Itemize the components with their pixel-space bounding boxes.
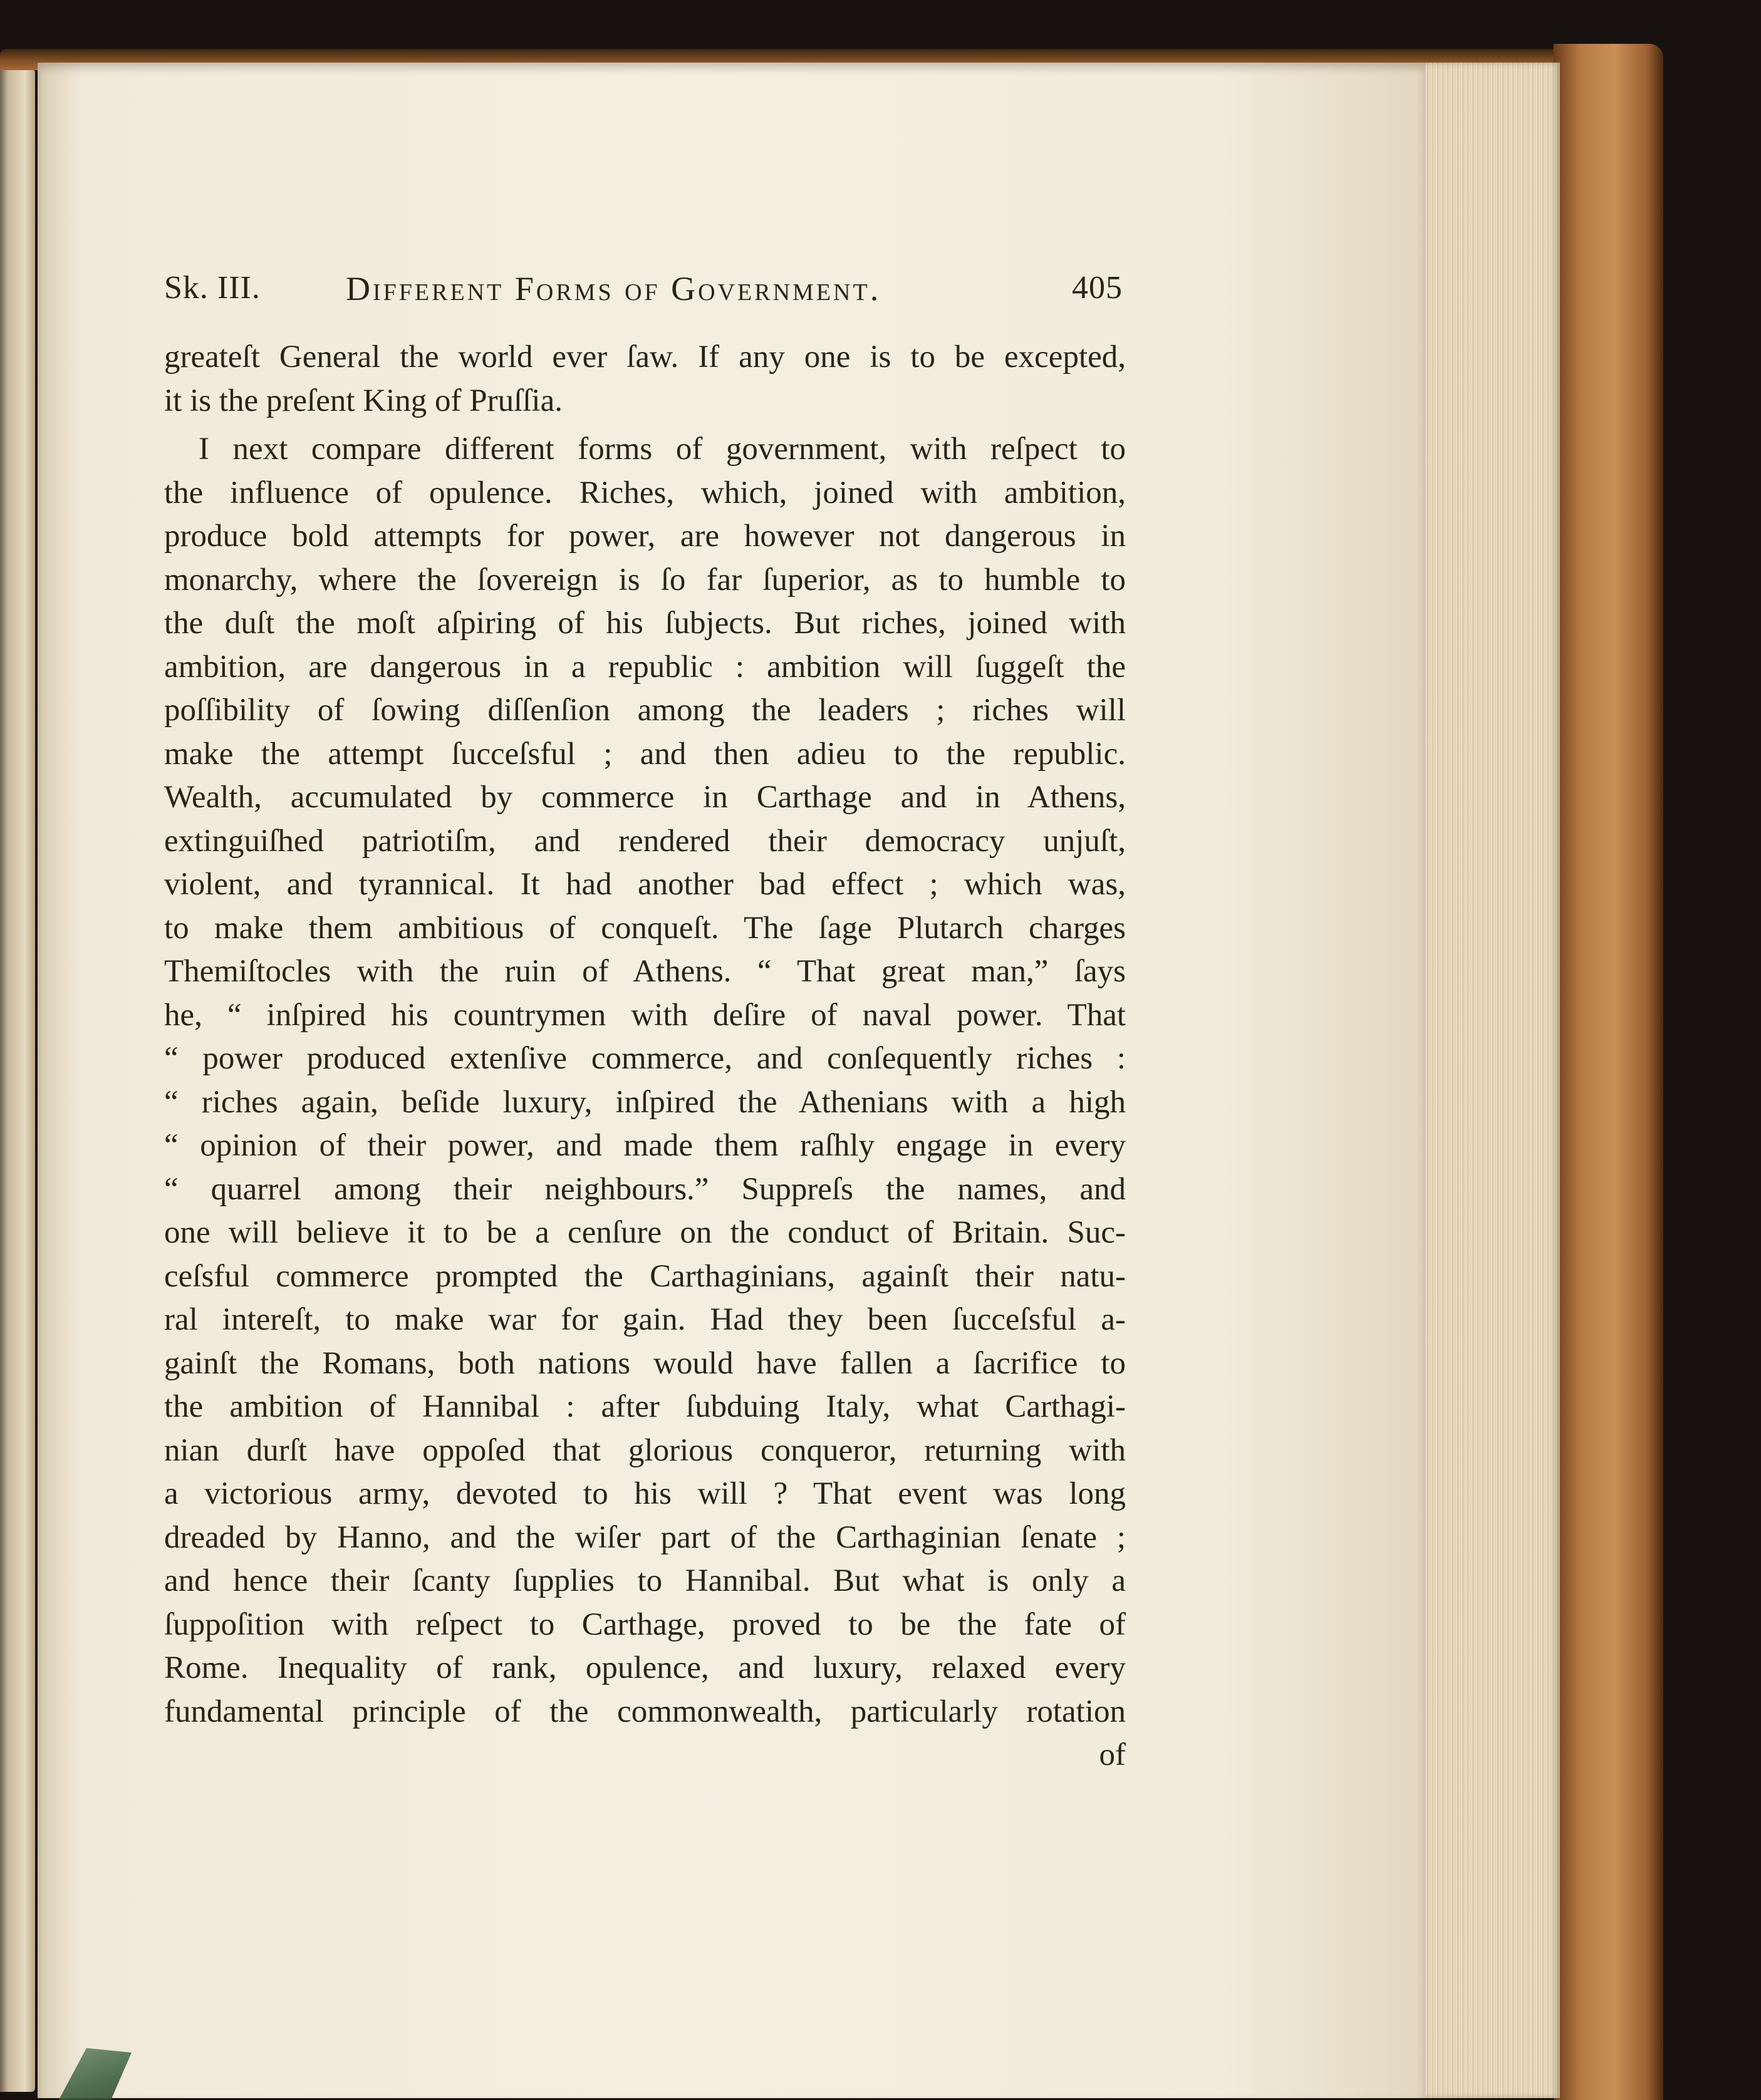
running-header [164, 269, 1123, 313]
text-line: Rome. Inequality of rank, opulence, and luxury, relaxed every [164, 1650, 1126, 1685]
text-line: ambition, are dangerous in a republic : ambition will ſuggeſt the [164, 649, 1126, 685]
text-line: a victorious army, devoted to his will ? That event was long [164, 1476, 1126, 1511]
text-line: Wealth, accumulated by commerce in Carthage and in Athens, [164, 780, 1126, 815]
text-line: one will believe it to be a cenſure on the conduct of Britain. Suc- [164, 1215, 1126, 1250]
page-block-edges [1425, 63, 1560, 2098]
text-line: produce bold attempts for power, are however not dangerous in [164, 519, 1126, 554]
paragraph-gap [164, 423, 1126, 428]
text-line: poſſibility of ſowing diſſenſion among the leaders ; riches will [164, 693, 1126, 728]
text-line: he, “ inſpired his countrymen with deſire of naval power. That [164, 997, 1126, 1033]
text-line: violent, and tyrannical. It had another bad effect ; which was, [164, 867, 1126, 902]
text-line: the duſt the moſt aſpiring of his ſubjects. But riches, joined with [164, 606, 1126, 641]
text-line: ſuppoſition with reſpect to Carthage, proved to be the fate of [164, 1606, 1126, 1642]
text-line: I next compare different forms of government, with reſpect to [199, 432, 1126, 467]
text-line: the ambition of Hannibal : after ſubduing Italy, what Carthagi- [164, 1389, 1126, 1424]
page-number: 405 [1072, 270, 1123, 306]
text-line: extinguiſhed patriotiſm, and rendered their democracy unjuſt, [164, 823, 1126, 859]
text-line: dreaded by Hanno, and the wiſer part of the Carthaginian ſenate ; [164, 1519, 1126, 1555]
facing-page-edge [0, 69, 35, 2092]
text-line: greateſt General the world ever ſaw. If any one is to be excepted, [164, 339, 1126, 375]
text-line: ral intereſt, to make war for gain. Had they been ſucceſsful a- [164, 1302, 1126, 1337]
text-line: ceſsful commerce prompted the Carthaginians, againſt their natu- [164, 1258, 1126, 1294]
text-line: make the attempt ſucceſsful ; and then adieu to the republic. [164, 736, 1126, 772]
book-cover-spine [1554, 44, 1663, 2100]
text-line: “ quarrel among their neighbours.” Suppreſs the names, and [164, 1171, 1126, 1207]
text-line: “ opinion of their power, and made them raſhly engage in every [164, 1128, 1126, 1163]
text-line: to make them ambitious of conqueſt. The ſage Plutarch charges [164, 910, 1126, 946]
text-line: the influence of opulence. Riches, which, joined with ambition, [164, 475, 1126, 510]
catchword: of [1099, 1737, 1126, 1772]
text-line: nian durſt have oppoſed that glorious conqueror, returning with [164, 1432, 1126, 1468]
text-line: Themiſtocles with the ruin of Athens. “ That great man,” ſays [164, 954, 1126, 989]
text-line: “ riches again, beſide luxury, inſpired the Athenians with a high [164, 1084, 1126, 1120]
text-line: “ power produced extenſive commerce, and conſequently riches : [164, 1041, 1126, 1076]
page-body-text [164, 336, 1126, 1777]
text-line: it is the preſent King of Pruſſia. [164, 383, 563, 418]
text-line: and hence their ſcanty ſupplies to Hannibal. But what is only a [164, 1563, 1126, 1598]
section-label: Sk. III. [164, 270, 261, 306]
text-line: monarchy, where the ſovereign is ſo far ſuperior, as to humble to [164, 562, 1126, 597]
running-title: Different Forms of Government. [346, 270, 881, 308]
text-line: fundamental principle of the commonwealth, particularly rotation [164, 1694, 1126, 1729]
text-line: gainſt the Romans, both nations would have fallen a ſacrifice to [164, 1345, 1126, 1381]
